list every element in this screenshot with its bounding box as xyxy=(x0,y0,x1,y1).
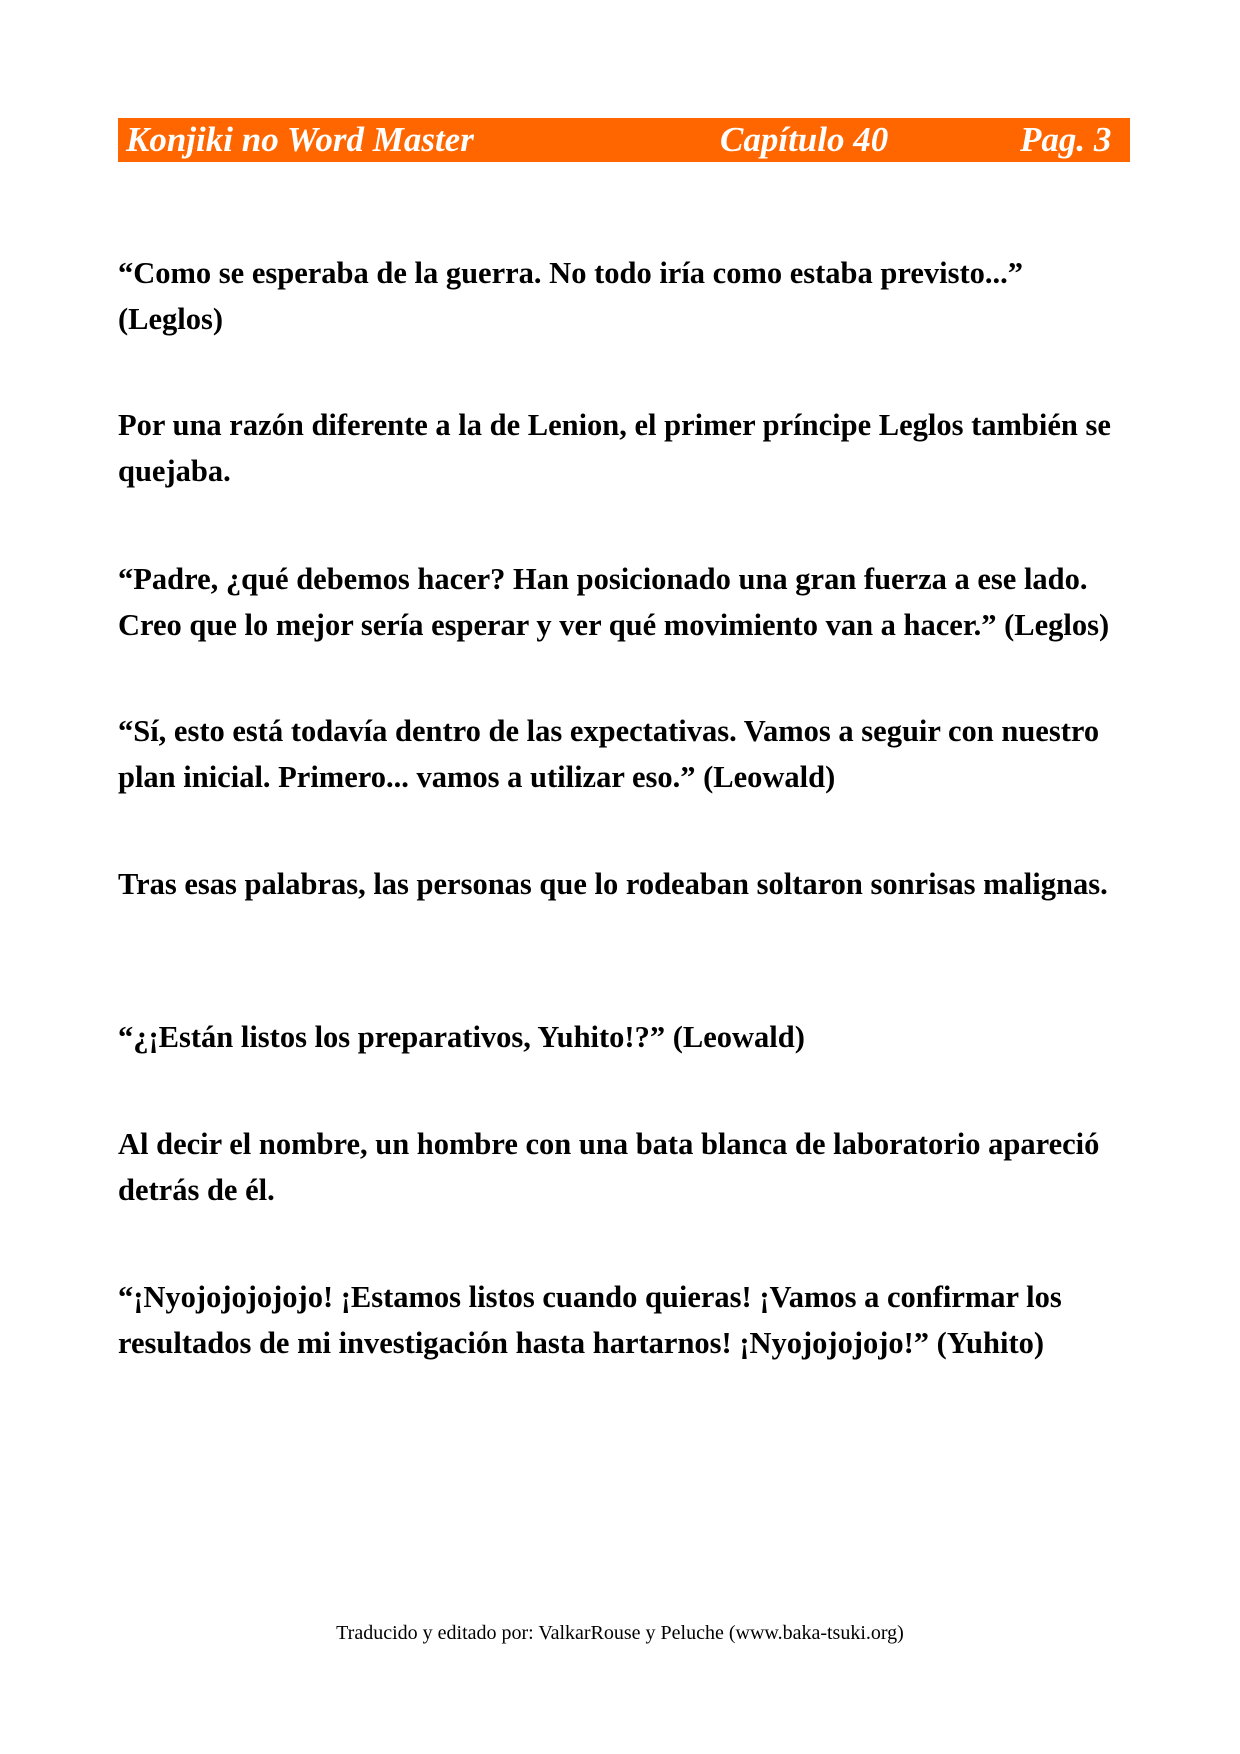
page-number: Pag. 3 xyxy=(1020,120,1112,159)
paragraph-2: Por una razón diferente a la de Lenion, el primer príncipe Leglos también se quejaba. xyxy=(118,408,1111,488)
chapter-label: Capítulo 40 xyxy=(720,120,889,159)
paragraph-7: Al decir el nombre, un hombre con una bata blanca de laboratorio apareció detrás de él. xyxy=(118,1127,1100,1207)
page-header xyxy=(118,118,1130,162)
paragraph-1: “Como se esperaba de la guerra. No todo iría como estaba previsto...” (Leglos) xyxy=(118,256,1024,336)
translation-credit: Traducido y editado por: ValkarRouse y Peluche (www.baka-tsuki.org) xyxy=(336,1622,904,1644)
paragraph-8: “¡Nyojojojojojo! ¡Estamos listos cuando quieras! ¡Vamos a confirmar los resultados de mi investigación hasta hartarnos! ¡Nyojojojojo!” (Yuhito) xyxy=(118,1280,1062,1360)
paragraph-3: “Padre, ¿qué debemos hacer? Han posicionado una gran fuerza a ese lado. Creo que lo mejor sería esperar y ver qué movimiento van a hacer.” (Leglos) xyxy=(118,562,1110,642)
paragraph-6: “¿¡Están listos los preparativos, Yuhito!?” (Leowald) xyxy=(118,1020,805,1054)
paragraph-4: “Sí, esto está todavía dentro de las expectativas. Vamos a seguir con nuestro plan inicial. Primero... vamos a utilizar eso.” (Leowald) xyxy=(118,714,1100,794)
paragraph-5: Tras esas palabras, las personas que lo rodeaban soltaron sonrisas malignas. xyxy=(118,867,1108,901)
novel-title: Konjiki no Word Master xyxy=(126,120,474,159)
